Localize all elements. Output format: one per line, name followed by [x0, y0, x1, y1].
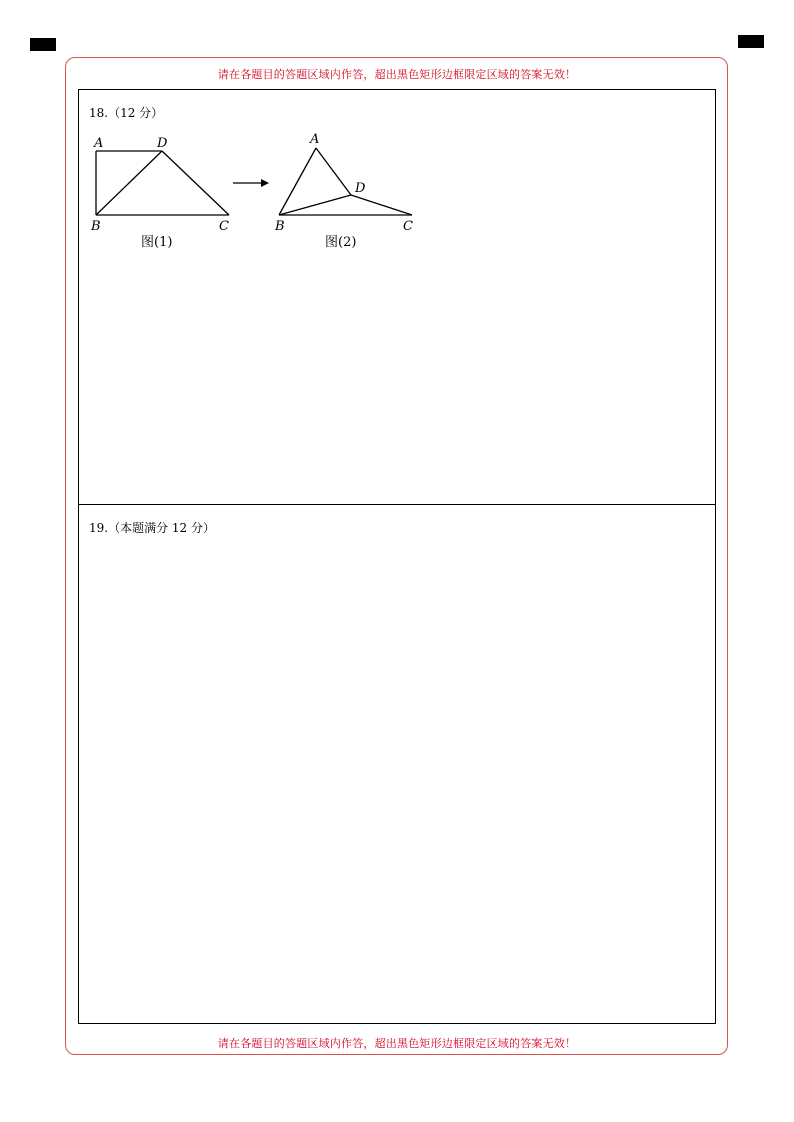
alignment-marker-left	[30, 38, 56, 51]
warning-text-top: 请在各题目的答题区域内作答，超出黑色矩形边框限定区域的答案无效！	[217, 68, 577, 81]
fig2-segment-ab	[279, 148, 316, 215]
geometry-figures	[79, 90, 439, 260]
answer-box-q18[interactable]	[78, 89, 716, 505]
fig1-segment-bd	[96, 151, 162, 215]
question-19-title: 19.（本题满分 12 分）	[89, 521, 215, 535]
arrow-icon	[233, 179, 269, 187]
fig2-segment-ad	[316, 148, 351, 195]
answer-box-q19[interactable]	[78, 504, 716, 1024]
fig2-segment-dc	[351, 195, 412, 215]
fig2-label-b: B	[275, 219, 285, 234]
question-18-title: 18.（12 分）	[89, 106, 164, 120]
fig2-caption: 图(2)	[325, 235, 357, 250]
fig1-label-b: B	[91, 219, 101, 234]
fig1-segment-dc	[162, 151, 229, 215]
fig1-label-a: A	[94, 136, 104, 151]
fig1-label-d: D	[157, 136, 168, 151]
figure-1	[90, 136, 229, 250]
fig2-label-d: D	[355, 181, 366, 196]
fig2-segment-bd	[279, 195, 351, 215]
fig1-caption: 图(1)	[141, 235, 173, 250]
warning-text-bottom: 请在各题目的答题区域内作答，超出黑色矩形边框限定区域的答案无效！	[217, 1037, 577, 1050]
fig1-label-c: C	[219, 219, 229, 234]
figure-2	[274, 132, 413, 250]
fig2-label-c: C	[403, 219, 413, 234]
fig2-label-a: A	[310, 132, 320, 147]
alignment-marker-right	[738, 35, 764, 48]
